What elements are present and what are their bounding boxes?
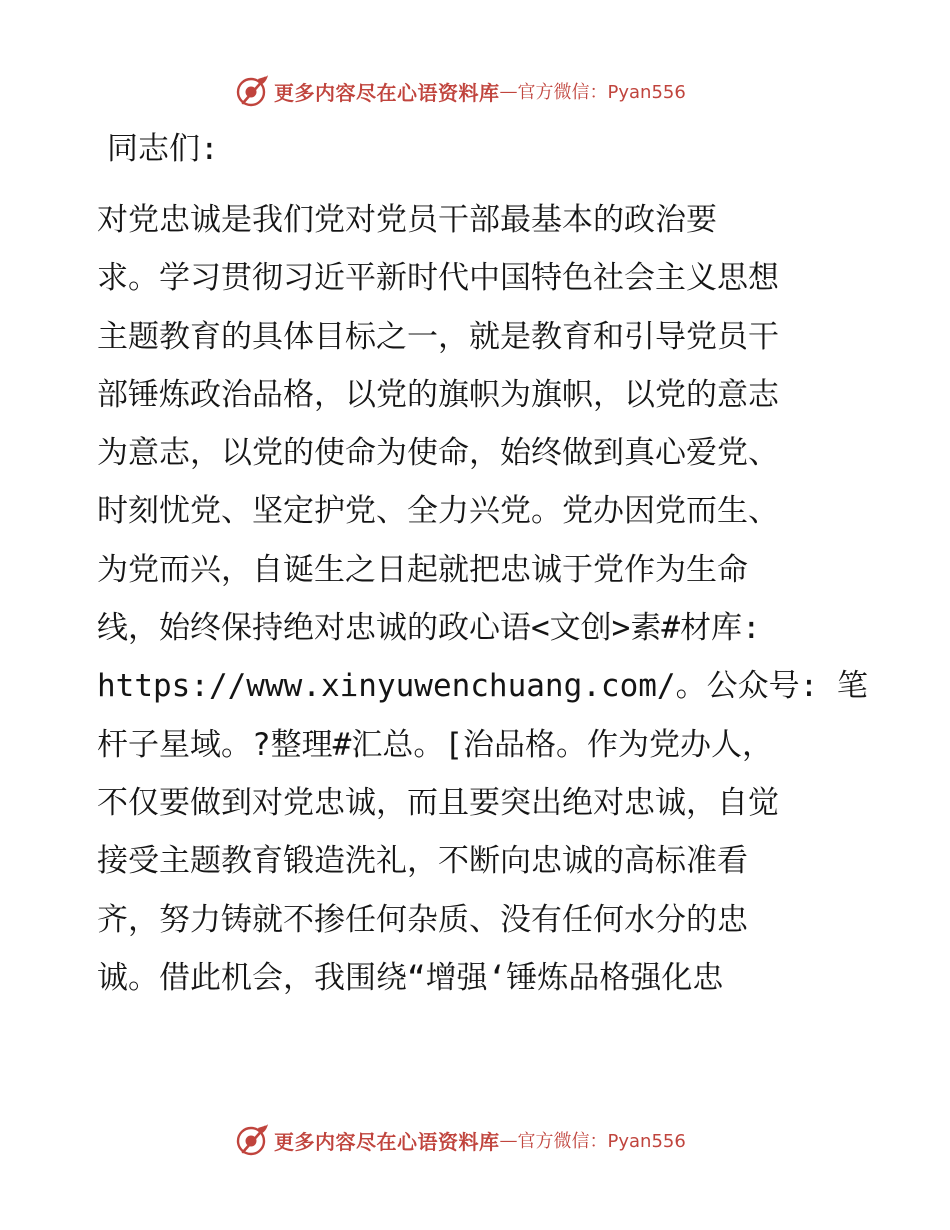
body-paragraph xyxy=(97,191,868,1007)
footer-banner xyxy=(234,1122,686,1158)
quill-pen-logo-icon xyxy=(234,73,270,109)
banner-wechat-text: 官方微信：Pyan556 xyxy=(517,82,686,103)
paragraph-line: 杆子星域。?整理#汇总。[治品格。作为党办人， xyxy=(97,726,773,763)
banner-separator: — xyxy=(499,80,518,102)
paragraph-line: https://www.xinyuwenchuang.com/。公众号: 笔 xyxy=(97,668,868,705)
banner-main-text: 更多内容尽在心语资料库 xyxy=(274,1129,500,1154)
paragraph-line: 为意志，以党的使命为使命，始终做到真心爱党、 xyxy=(97,435,779,472)
banner-separator: — xyxy=(499,1129,518,1151)
paragraph-line: 主题教育的具体目标之一，就是教育和引导党员干 xyxy=(97,318,779,355)
paragraph-line: 诚。借此机会，我围绕“增强‘锤炼品格强化忠 xyxy=(97,959,724,996)
paragraph-line: 为党而兴，自诞生之日起就把忠诚于党作为生命 xyxy=(97,551,748,588)
paragraph-line: 线，始终保持绝对忠诚的政心语<文创>素#材库: xyxy=(97,610,761,647)
paragraph-line: 接受主题教育锻造洗礼，不断向忠诚的高标准看 xyxy=(97,843,748,880)
header-banner xyxy=(234,73,686,109)
paragraph-line: 齐，努力铸就不掺任何杂质、没有任何水分的忠 xyxy=(97,901,748,938)
paragraph-line: 对党忠诚是我们党对党员干部最基本的政治要 xyxy=(97,202,717,238)
quill-pen-logo-icon xyxy=(234,1122,270,1158)
banner-wechat-text: 官方微信：Pyan556 xyxy=(517,1131,686,1152)
paragraph-line: 求。学习贯彻习近平新时代中国特色社会主义思想 xyxy=(97,260,779,297)
paragraph-line: 不仅要做到对党忠诚，而且要突出绝对忠诚，自觉 xyxy=(97,784,779,821)
greeting-line: 同志们: xyxy=(107,131,219,167)
banner-main-text: 更多内容尽在心语资料库 xyxy=(274,80,500,105)
paragraph-line: 时刻忧党、坚定护党、全力兴党。党办因党而生、 xyxy=(97,493,779,530)
paragraph-line: 部锤炼政治品格，以党的旗帜为旗帜，以党的意志 xyxy=(97,376,779,413)
